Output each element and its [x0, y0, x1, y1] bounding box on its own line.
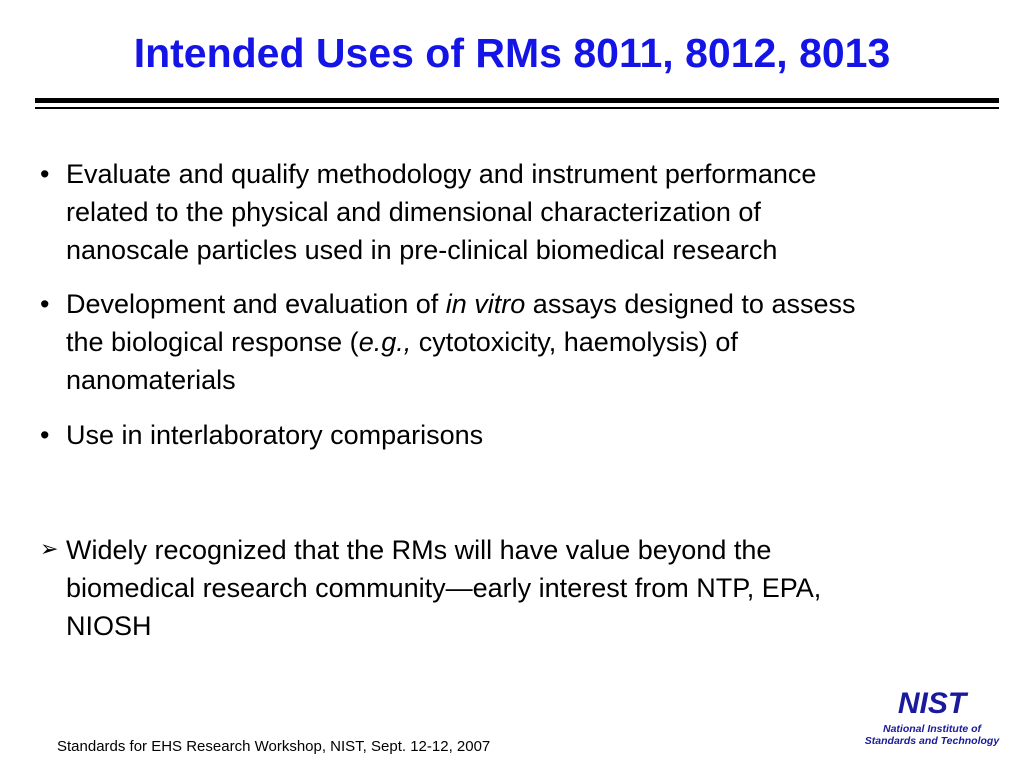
bullet-2-line-1-post: assays designed to assess [525, 289, 856, 319]
highlight-line-1: Widely recognized that the RMs will have value beyond the [66, 535, 772, 565]
bullet-marker: • [40, 420, 50, 450]
bullet-2-line-3: nanomaterials [66, 365, 236, 395]
bullet-2-line-2-post: cytotoxicity, haemolysis) of [411, 327, 738, 357]
bullet-2-line-2-pre: the biological response ( [66, 327, 359, 357]
page-title: Intended Uses of RMs 8011, 8012, 8013 [133, 30, 891, 76]
bullet-2-line-2 [66, 323, 1001, 361]
bullet-item-2 [40, 285, 1000, 399]
highlight-item [40, 531, 1000, 645]
bullet-1-line-3: nanoscale particles used in pre-clinical biomedical research [66, 235, 778, 265]
highlight-line-3: NIOSH [66, 611, 152, 641]
footer-text: Standards for EHS Research Workshop, NIST, Sept. 12-12, 2007 [57, 738, 491, 755]
bullet-item-1 [40, 155, 1000, 269]
bullet-2-line-1-italic: in vitro [445, 289, 526, 319]
nist-logo-line-1: National Institute of [883, 723, 981, 735]
bullet-2-line-1 [66, 285, 1001, 323]
nist-logo [858, 687, 1006, 747]
highlight-line-2: biomedical research community—early interest from NTP, EPA, [66, 573, 822, 603]
nist-logo-wordmark: NIST [897, 687, 967, 720]
bullet-3-line-1: Use in interlaboratory comparisons [66, 420, 484, 450]
arrow-bullet-icon: ➢ [40, 537, 59, 562]
bullet-1-line-2: related to the physical and dimensional characterization of [66, 197, 761, 227]
bullet-marker: • [40, 159, 50, 189]
bullet-marker: • [40, 289, 50, 319]
bullet-item-3 [40, 416, 1000, 454]
bullet-2-line-2-italic: e.g., [358, 327, 412, 357]
nist-logo-line-2: Standards and Technology [864, 735, 1000, 747]
bullet-1-line-1: Evaluate and qualify methodology and instrument performance [66, 159, 817, 189]
bullet-2-line-1-pre: Development and evaluation of [66, 289, 446, 319]
